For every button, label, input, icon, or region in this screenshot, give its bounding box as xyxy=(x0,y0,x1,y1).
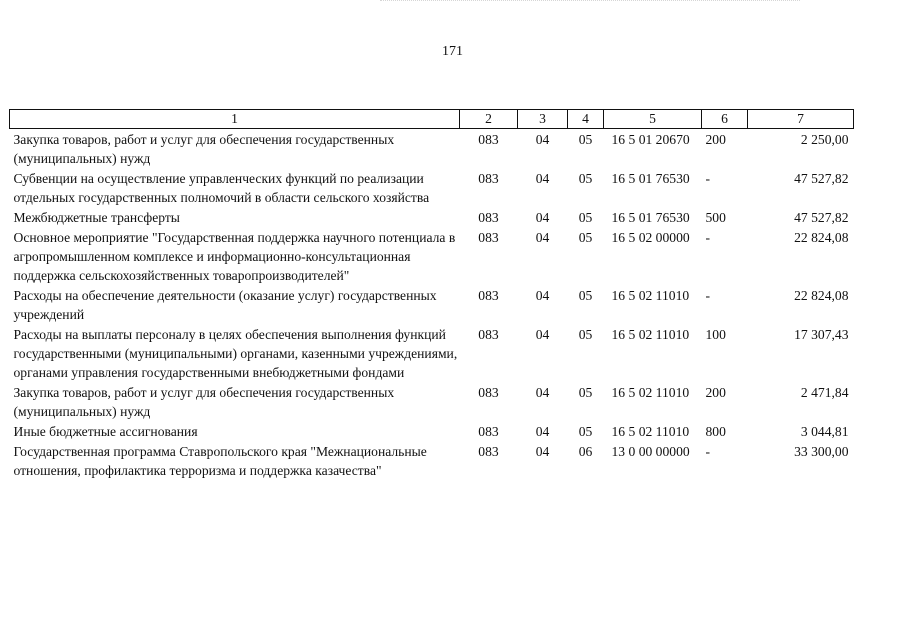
header-col-2: 2 xyxy=(460,110,518,129)
row-subsection: 05 xyxy=(578,132,593,147)
row-expense-type: 200 xyxy=(705,132,726,147)
row-name: Закупка товаров, работ и услуг для обеспечения государственных (муниципальных) нужд xyxy=(13,132,395,166)
row-target-article: 16 5 01 76530 xyxy=(611,210,690,225)
row-target-article: 16 5 01 76530 xyxy=(611,171,690,186)
table-row xyxy=(10,129,854,169)
row-section: 04 xyxy=(535,288,550,303)
row-section: 04 xyxy=(535,385,550,400)
row-amount: 2 471,84 xyxy=(800,385,849,400)
row-name: Расходы на выплаты персоналу в целях обеспечения выполнения функций государственными (муниципальными) органами, казенными учреждениями, органами управления государственными внебюджетными фондами xyxy=(13,327,458,380)
row-subsection: 05 xyxy=(578,210,593,225)
row-name: Субвенции на осуществление управленческих функций по реализации отдельных государственных полномочий в области сельского хозяйства xyxy=(13,171,430,205)
row-target-article: 16 5 02 11010 xyxy=(611,288,690,303)
row-subsection: 05 xyxy=(578,230,593,245)
row-section: 04 xyxy=(535,210,550,225)
row-target-article: 16 5 01 20670 xyxy=(611,132,690,147)
row-amount: 22 824,08 xyxy=(794,288,849,303)
row-name: Межбюджетные трансферты xyxy=(13,210,180,225)
row-ministry-code: 083 xyxy=(478,424,499,439)
row-expense-type: - xyxy=(705,171,711,186)
row-amount: 33 300,00 xyxy=(794,444,849,459)
row-amount: 3 044,81 xyxy=(800,424,849,439)
row-name: Расходы на обеспечение деятельности (оказание услуг) государственных учреждений xyxy=(13,288,437,322)
row-expense-type: - xyxy=(705,288,711,303)
table-row xyxy=(10,441,854,480)
header-col-5: 5 xyxy=(604,110,702,129)
row-expense-type: - xyxy=(705,444,711,459)
row-ministry-code: 083 xyxy=(478,210,499,225)
row-ministry-code: 083 xyxy=(478,171,499,186)
row-expense-type: 500 xyxy=(705,210,726,225)
row-section: 04 xyxy=(535,444,550,459)
row-subsection: 05 xyxy=(578,385,593,400)
table-row xyxy=(10,324,854,382)
header-col-7: 7 xyxy=(748,110,854,129)
row-subsection: 05 xyxy=(578,171,593,186)
row-name: Основное мероприятие "Государственная поддержка научного потенциала в агропромышленном комплексе и информационно-консультационная поддержка сельскохозяйственных товаропроизводителей" xyxy=(13,230,456,283)
row-name: Закупка товаров, работ и услуг для обеспечения государственных (муниципальных) нужд xyxy=(13,385,395,419)
row-subsection: 05 xyxy=(578,424,593,439)
row-section: 04 xyxy=(535,171,550,186)
row-ministry-code: 083 xyxy=(478,230,499,245)
row-section: 04 xyxy=(535,132,550,147)
budget-table xyxy=(9,109,854,480)
row-amount: 47 527,82 xyxy=(794,210,849,225)
row-amount: 47 527,82 xyxy=(794,171,849,186)
row-subsection: 05 xyxy=(578,288,593,303)
table-row xyxy=(10,421,854,441)
scan-edge-marks xyxy=(380,0,800,5)
row-amount: 22 824,08 xyxy=(794,230,849,245)
table-row xyxy=(10,168,854,207)
header-col-4: 4 xyxy=(568,110,604,129)
table-row xyxy=(10,382,854,421)
table-row xyxy=(10,285,854,324)
row-subsection: 06 xyxy=(578,444,593,459)
header-col-1: 1 xyxy=(10,110,460,129)
row-expense-type: 100 xyxy=(705,327,726,342)
row-section: 04 xyxy=(535,327,550,342)
row-ministry-code: 083 xyxy=(478,132,499,147)
row-target-article: 16 5 02 11010 xyxy=(611,424,690,439)
table-row xyxy=(10,227,854,285)
row-expense-type: 800 xyxy=(705,424,726,439)
table-header-row xyxy=(10,110,854,129)
row-subsection: 05 xyxy=(578,327,593,342)
row-amount: 17 307,43 xyxy=(794,327,849,342)
header-col-3: 3 xyxy=(518,110,568,129)
row-amount: 2 250,00 xyxy=(800,132,849,147)
row-section: 04 xyxy=(535,424,550,439)
row-target-article: 16 5 02 00000 xyxy=(611,230,690,245)
row-name: Государственная программа Ставропольского края "Межнациональные отношения, профилактика терроризма и поддержка казачества" xyxy=(13,444,427,478)
row-section: 04 xyxy=(535,230,550,245)
row-target-article: 13 0 00 00000 xyxy=(611,444,690,459)
row-expense-type: 200 xyxy=(705,385,726,400)
row-name: Иные бюджетные ассигнования xyxy=(13,424,198,439)
row-target-article: 16 5 02 11010 xyxy=(611,327,690,342)
row-expense-type: - xyxy=(705,230,711,245)
page-number: 171 xyxy=(442,44,463,59)
row-ministry-code: 083 xyxy=(478,327,499,342)
row-target-article: 16 5 02 11010 xyxy=(611,385,690,400)
row-ministry-code: 083 xyxy=(478,444,499,459)
header-col-6: 6 xyxy=(702,110,748,129)
row-ministry-code: 083 xyxy=(478,385,499,400)
row-ministry-code: 083 xyxy=(478,288,499,303)
table-row xyxy=(10,207,854,227)
